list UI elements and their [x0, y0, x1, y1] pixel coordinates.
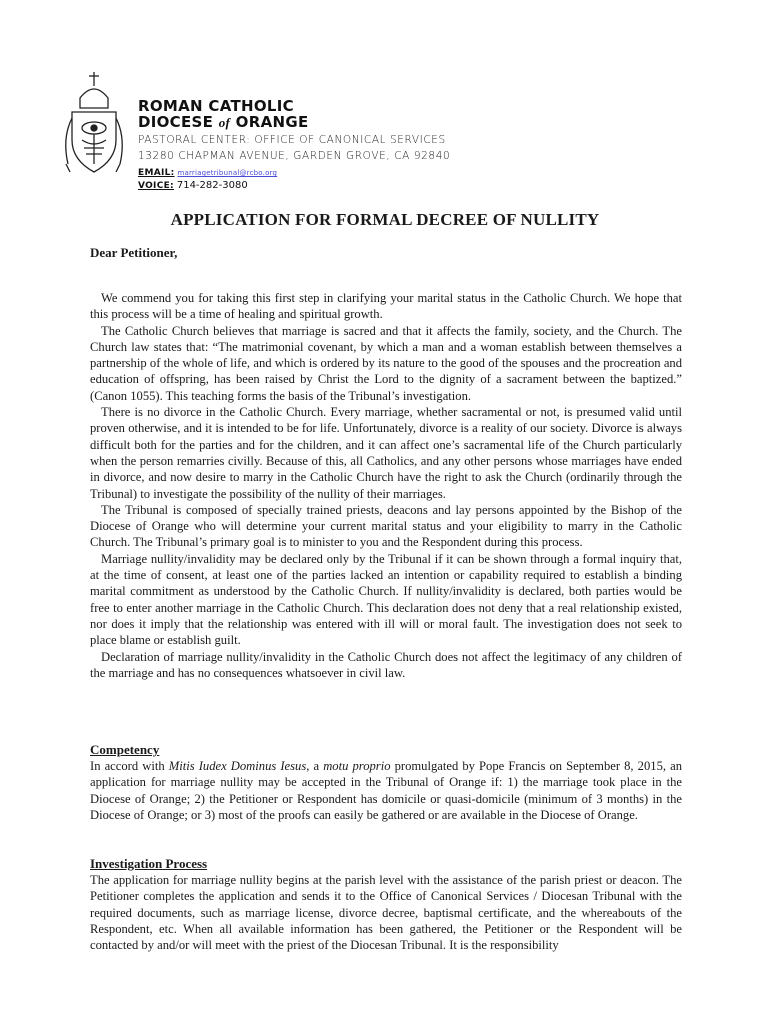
document-title: APPLICATION FOR FORMAL DECREE OF NULLITY	[170, 210, 600, 229]
investigation-heading: Investigation Process	[90, 856, 208, 871]
competency-mid: , a	[306, 759, 324, 773]
competency-text	[90, 758, 682, 823]
diocese-name-pre: DIOCESE	[138, 113, 219, 131]
competency-section	[90, 742, 682, 823]
email-line	[138, 168, 277, 178]
competency-italic-motu: motu proprio	[323, 759, 391, 773]
email-label: EMAIL:	[138, 168, 175, 178]
diocese-crest-icon	[58, 68, 138, 178]
diocese-name-of: of	[218, 115, 231, 130]
diocese-name-line2	[138, 114, 309, 131]
diocese-name-post: ORANGE	[230, 113, 309, 131]
paragraph-commend: We commend you for taking this first step in clarifying your marital status in the Catholic Church. We hope that this process will be a time of healing and spiritual growth.	[90, 291, 682, 322]
competency-lead: In accord with	[90, 759, 169, 773]
intro-body	[90, 290, 682, 681]
address-line-street: 13280 CHAPMAN AVENUE, GARDEN GROVE, CA 92840	[138, 150, 451, 162]
paragraph-tribunal: The Tribunal is composed of specially trained priests, deacons and lay persons appointed by the Bishop of the Diocese of Orange who will determine your current marital status and your eligibility to marry in the Catholic Church. The Tribunal’s primary goal is to minister to you and the Respondent during this process.	[90, 502, 682, 550]
paragraph-no-divorce: There is no divorce in the Catholic Church. Every marriage, whether sacramental or not, is presumed valid until proven otherwise, and it is intended to be for life. Unfortunately, divorce is a reality of our society. Divorce is always difficult both for the parties and for the children, and it can affect one’s sacramental life of the Church particularly when the person remarries civilly. Because of this, all Catholics, and any other persons whose marriages have ended in divorce, and now desire to marry in the Catholic Church have the right to ask the Church (ordinarily through the Tribunal) to investigate the possibility of the nullity of their marriages.	[90, 405, 682, 501]
salutation: Dear Petitioner,	[90, 245, 178, 260]
email-link[interactable]: marriagetribunal@rcbo.org	[177, 169, 278, 177]
diocese-name	[138, 98, 309, 131]
diocese-name-line1: ROMAN CATHOLIC	[138, 97, 294, 115]
paragraph-legitimacy: Declaration of marriage nullity/invalidity in the Catholic Church does not affect the legitimacy of any children of the marriage and has no consequences whatsoever in civil law.	[90, 649, 682, 680]
voice-number: 714-282-3080	[176, 180, 248, 191]
letterhead	[58, 68, 458, 193]
paragraph-sacred: The Catholic Church believes that marriage is sacred and that it affects the family, society, and the Church. The Church law states that: “The matrimonial covenant, by which a man and a woman establish between themselves a partnership of the whole of life, and which is ordered by its nature to the good of the spouses and the procreation and education of offspring, has been raised by Christ the Lord to the dignity of a sacrament between the baptized.” (Canon 1055). This teaching forms the basis of the Tribunal’s investigation.	[90, 323, 682, 403]
investigation-text: The application for marriage nullity begins at the parish level with the assistance of the parish priest or deacon. The Petitioner completes the application and sends it to the Office of Canonical Services / Diocesan Tribunal with the required documents, such as marriage license, divorce decree, baptismal certificate, and the whereabouts of the Respondent, etc. When all available information has been gathered, the Petitioner or the Respondent will be contacted by and/or will meet with the priest of the Diocesan Tribunal. It is the responsibility	[90, 873, 682, 953]
competency-rest: promulgated by Pope Francis on September 8, 2015, an application for marriage nullity may be accepted in the Tribunal of Orange if: 1) the marriage took place in the Diocese of Orange; 2) the Petitioner or Respondent has domicile or quasi-domicile (minimum of 3 months) in the Diocese of Orange; or 3) most of the proofs can easily be gathered or are available in the Diocese of Orange.	[90, 759, 682, 822]
voice-label: VOICE:	[138, 181, 174, 191]
competency-heading: Competency	[90, 742, 160, 757]
competency-italic-title: Mitis Iudex Dominus Iesus	[168, 759, 307, 773]
voice-line	[138, 180, 248, 191]
paragraph-nullity: Marriage nullity/invalidity may be declared only by the Tribunal if it can be shown through a formal inquiry that, at the time of consent, at least one of the parties lacked an intention or capability required to establish a binding marital commitment as understood by the Catholic Church. If nullity/invalidity is declared, both parties would be free to enter another marriage in the Catholic Church. This declaration does not deny that a real relationship existed, nor does it imply that the relationship was entered with ill will or moral fault. The investigation does not seek to place blame or establish guilt.	[90, 551, 682, 648]
address-line-office: PASTORAL CENTER: OFFICE OF CANONICAL SERVICES	[138, 134, 446, 146]
investigation-section	[90, 856, 682, 953]
